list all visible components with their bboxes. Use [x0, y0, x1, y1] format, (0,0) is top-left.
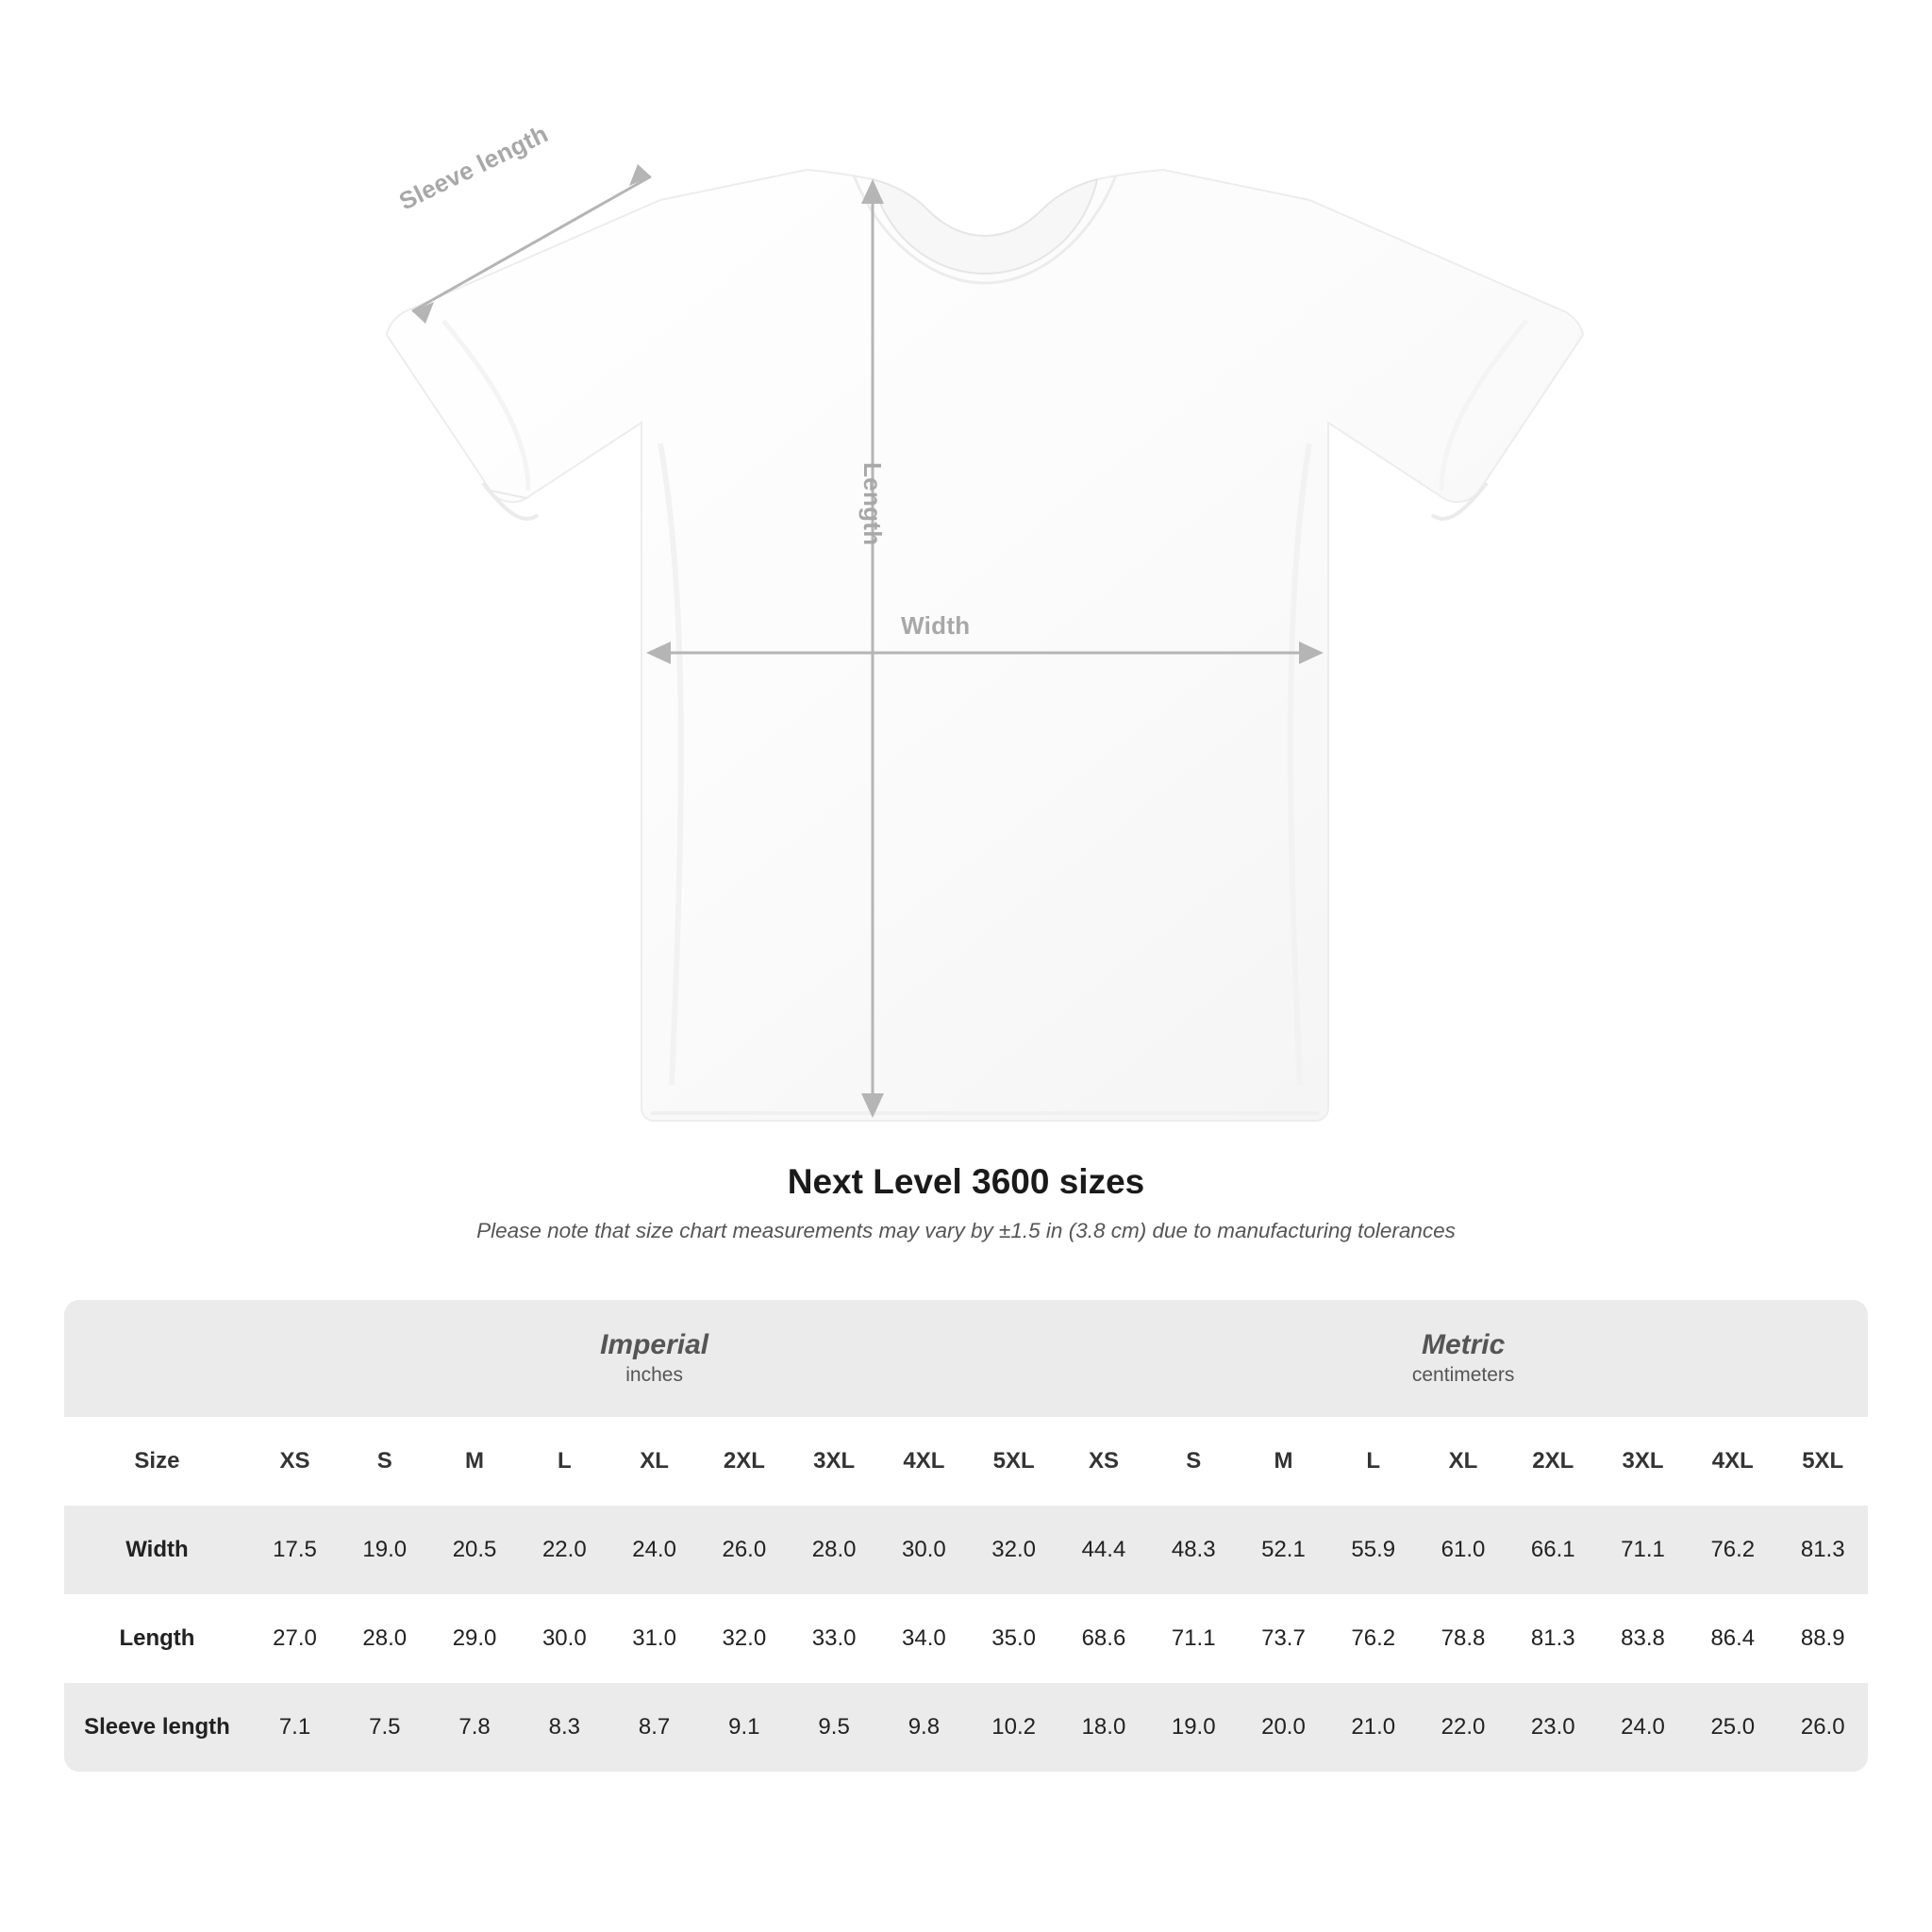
- table-cell: 22.0: [520, 1506, 609, 1594]
- table-cell: 48.3: [1149, 1506, 1239, 1594]
- table-cell: 20.5: [429, 1506, 519, 1594]
- table-row: [64, 1594, 1868, 1683]
- table-row: [64, 1683, 1868, 1772]
- table-cell: 29.0: [429, 1594, 519, 1683]
- unit-group-imperial: [250, 1300, 1058, 1417]
- unit-group-row: [64, 1300, 1868, 1417]
- table-cell: 22.0: [1418, 1683, 1507, 1772]
- table-cell: 73.7: [1239, 1594, 1328, 1683]
- table-cell: 71.1: [1149, 1594, 1239, 1683]
- size-header-cell: L: [520, 1417, 609, 1506]
- table-cell: 19.0: [340, 1506, 429, 1594]
- size-header-cell: 4XL: [879, 1417, 969, 1506]
- table-cell: 33.0: [789, 1594, 878, 1683]
- unit-group-imperial-label: Imperial: [600, 1329, 709, 1361]
- size-header-cell: XL: [1418, 1417, 1507, 1506]
- table-cell: 20.0: [1239, 1683, 1328, 1772]
- table-cell: 81.3: [1777, 1506, 1868, 1594]
- length-annotation: Length: [858, 462, 887, 546]
- row-header-length: Length: [64, 1594, 250, 1683]
- table-cell: 61.0: [1418, 1506, 1507, 1594]
- table-cell: 76.2: [1328, 1594, 1418, 1683]
- table-cell: 9.8: [879, 1683, 969, 1772]
- table-cell: 18.0: [1058, 1683, 1148, 1772]
- table-cell: 26.0: [1777, 1683, 1868, 1772]
- table-cell: 8.3: [520, 1683, 609, 1772]
- table-cell: 7.5: [340, 1683, 429, 1772]
- unit-group-metric-units: centimeters: [1411, 1363, 1515, 1386]
- table-cell: 68.6: [1058, 1594, 1148, 1683]
- size-table: [64, 1300, 1868, 1772]
- sleeve-length-annotation: Sleeve length: [394, 119, 553, 216]
- unit-group-imperial-units: inches: [625, 1363, 683, 1386]
- table-cell: 7.8: [429, 1683, 519, 1772]
- table-cell: 24.0: [1598, 1683, 1688, 1772]
- table-cell: 9.5: [789, 1683, 878, 1772]
- size-header-cell: L: [1328, 1417, 1418, 1506]
- size-header-cell: XS: [250, 1417, 340, 1506]
- table-cell: 44.4: [1058, 1506, 1148, 1594]
- table-cell: 24.0: [609, 1506, 699, 1594]
- table-cell: 66.1: [1508, 1506, 1598, 1594]
- size-header-cell: 5XL: [969, 1417, 1058, 1506]
- table-cell: 71.1: [1598, 1506, 1688, 1594]
- size-header-cell: 2XL: [699, 1417, 789, 1506]
- size-header-cell: S: [1149, 1417, 1239, 1506]
- table-cell: 30.0: [879, 1506, 969, 1594]
- tshirt-body-shape: [387, 170, 1583, 1121]
- row-header-sleeve-length: Sleeve length: [64, 1683, 250, 1772]
- table-cell: 17.5: [250, 1506, 340, 1594]
- size-header-cell: 3XL: [789, 1417, 878, 1506]
- table-cell: 28.0: [340, 1594, 429, 1683]
- table-cell: 83.8: [1598, 1594, 1688, 1683]
- table-cell: 7.1: [250, 1683, 340, 1772]
- table-cell: 55.9: [1328, 1506, 1418, 1594]
- table-cell: 28.0: [789, 1506, 878, 1594]
- table-cell: 31.0: [609, 1594, 699, 1683]
- size-header-cell: 5XL: [1777, 1417, 1868, 1506]
- table-corner-cell: [64, 1300, 250, 1417]
- row-header-size: Size: [64, 1417, 250, 1506]
- table-cell: 27.0: [250, 1594, 340, 1683]
- table-cell: 32.0: [699, 1594, 789, 1683]
- table-cell: 23.0: [1508, 1683, 1598, 1772]
- table-cell: 21.0: [1328, 1683, 1418, 1772]
- table-cell: 19.0: [1149, 1683, 1239, 1772]
- size-table-container: [64, 1300, 1868, 1772]
- size-header-cell: M: [429, 1417, 519, 1506]
- table-cell: 25.0: [1688, 1683, 1777, 1772]
- table-cell: 78.8: [1418, 1594, 1507, 1683]
- tolerance-note: Please note that size chart measurements may vary by ±1.5 in (3.8 cm) due to manufacturing tolerances: [476, 1219, 1456, 1242]
- table-cell: 30.0: [520, 1594, 609, 1683]
- size-header-cell: 3XL: [1598, 1417, 1688, 1506]
- table-cell: 32.0: [969, 1506, 1058, 1594]
- table-row: [64, 1506, 1868, 1594]
- table-cell: 52.1: [1239, 1506, 1328, 1594]
- table-cell: 86.4: [1688, 1594, 1777, 1683]
- size-header-cell: S: [340, 1417, 429, 1506]
- size-header-cell: XS: [1058, 1417, 1148, 1506]
- size-header-cell: XL: [609, 1417, 699, 1506]
- size-header-cell: 2XL: [1508, 1417, 1598, 1506]
- page-title: Next Level 3600 sizes: [787, 1162, 1145, 1201]
- table-cell: 8.7: [609, 1683, 699, 1772]
- table-cell: 81.3: [1508, 1594, 1598, 1683]
- table-cell: 35.0: [969, 1594, 1058, 1683]
- row-header-width: Width: [64, 1506, 250, 1594]
- table-cell: 88.9: [1777, 1594, 1868, 1683]
- width-annotation: Width: [901, 611, 971, 640]
- size-header-cell: M: [1239, 1417, 1328, 1506]
- unit-group-metric-label: Metric: [1421, 1329, 1506, 1361]
- size-header-cell: 4XL: [1688, 1417, 1777, 1506]
- table-cell: 26.0: [699, 1506, 789, 1594]
- table-cell: 10.2: [969, 1683, 1058, 1772]
- table-row-sizes: [64, 1417, 1868, 1506]
- table-cell: 76.2: [1688, 1506, 1777, 1594]
- title-block: [0, 1162, 1932, 1243]
- table-cell: 9.1: [699, 1683, 789, 1772]
- table-cell: 34.0: [879, 1594, 969, 1683]
- unit-group-metric: [1058, 1300, 1868, 1417]
